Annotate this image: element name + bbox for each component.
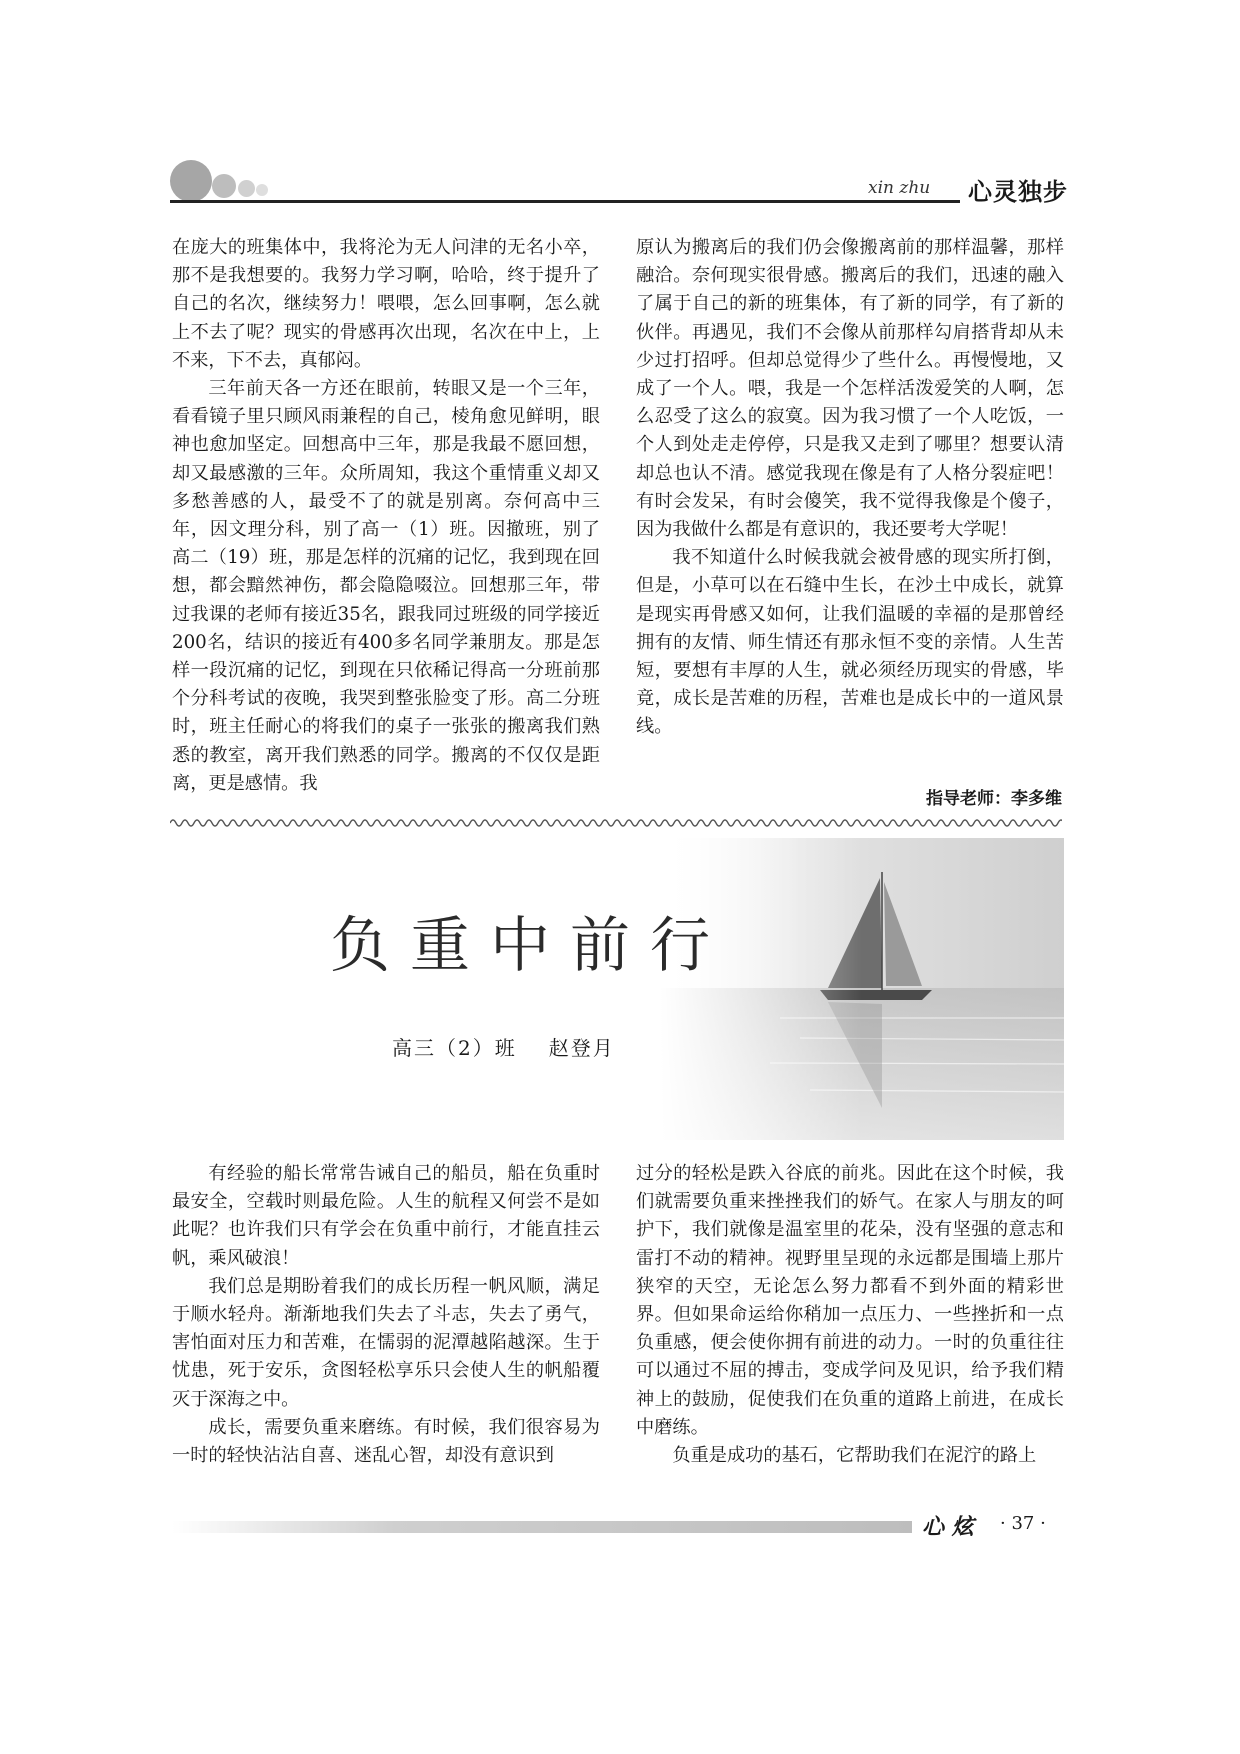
header-rule — [170, 200, 960, 203]
header-circle-decoration — [256, 184, 268, 196]
paragraph: 成长，需要负重来磨练。有时候，我们很容易为一时的轻快沾沾自喜、迷乱心智，却没有意识到 — [172, 1416, 600, 1467]
ornamental-divider — [170, 816, 1062, 830]
paragraph: 我们总是期盼着我们的成长历程一帆风顺，满足于顺水轻舟。渐渐地我们失去了斗志，失去了勇气，害怕面对压力和苦难，在懦弱的泥潭越陷越深。生于忧患，死于安乐，贪图轻松享乐只会使人生的帆船覆灭于深海之中。 — [172, 1275, 600, 1410]
page-number: · 37 · — [1000, 1513, 1046, 1534]
top-left-column — [172, 234, 600, 798]
page-footer — [0, 1508, 1240, 1548]
teacher-credit: 指导老师：李多维 — [926, 789, 1062, 809]
bottom-left-column — [172, 1160, 600, 1470]
header-pinyin: xin zhu — [868, 178, 931, 198]
top-right-column — [636, 234, 1064, 742]
section-title: 心灵独步 — [968, 178, 1068, 206]
header-circle-decoration — [238, 180, 255, 197]
header-circle-decoration — [170, 160, 212, 202]
header-circle-decoration — [212, 174, 236, 198]
paragraph: 三年前天各一方还在眼前，转眼又是一个三年，看看镜子里只顾风雨兼程的自己，棱角愈见鲜明，眼神也愈加坚定。回想高中三年，那是我最不愿回想，却又最感激的三年。众所周知，我这个重情重义却又多愁善感的人，最受不了的就是别离。奈何高中三年，因文理分科，别了高一（1）班。因撤班，别了高二（19）班，那是怎样的沉痛的记忆，我到现在回想，都会黯然神伤，都会隐隐啜泣。回想那三年，带过我课的老师有接近35名，跟我同过班级的同学接近200名，结识的接近有400多名同学兼朋友。那是怎样一段沉痛的记忆，到现在只依稀记得高一分班前那个分科考试的夜晚，我哭到整张脸变了形。高二分班时，班主任耐心的将我们的桌子一张张的搬离我们熟悉的教室，离开我们熟悉的同学。搬离的不仅仅是距离，更是感情。我 — [172, 378, 600, 794]
author-name: 赵登月 — [548, 1036, 615, 1060]
magazine-name: 心 炫 — [922, 1514, 974, 1540]
article-byline — [392, 1032, 615, 1061]
sailboat-banner-image — [660, 838, 1064, 1140]
paragraph: 我不知道什么时候我就会被骨感的现实所打倒，但是，小草可以在石缝中生长，在沙土中成长，就算是现实再骨感又如何，让我们温暖的幸福的是那曾经拥有的友情、师生情还有那永恒不变的亲情。人生苦短，要想有丰厚的人生，就必须经历现实的骨感，毕竟，成长是苦难的历程，苦难也是成长中的一道风景线。 — [636, 547, 1064, 738]
paragraph: 过分的轻松是跌入谷底的前兆。因此在这个时候，我们就需要负重来挫挫我们的娇气。在家人与朋友的呵护下，我们就像是温室里的花朵，没有坚强的意志和雷打不动的精神。视野里呈现的永远都是围墙上那片狭窄的天空，无论怎么努力都看不到外面的精彩世界。但如果命运给你稍加一点压力、一些挫折和一点负重感，便会使你拥有前进的动力。一时的负重往往可以通过不屈的搏击，变成学问及见识，给予我们精神上的鼓励，促使我们在负重的道路上前进，在成长中磨练。 — [636, 1163, 1064, 1438]
paragraph: 有经验的船长常常告诫自己的船员，船在负重时最安全，空载时则最危险。人生的航程又何尝不是如此呢？也许我们只有学会在负重中前行，才能直挂云帆，乘风破浪！ — [172, 1163, 600, 1269]
bottom-right-column — [636, 1160, 1064, 1470]
footer-band — [172, 1521, 912, 1533]
page-header — [0, 150, 1240, 210]
paragraph: 负重是成功的基石，它帮助我们在泥泞的路上 — [672, 1445, 1037, 1467]
paragraph: 原认为搬离后的我们仍会像搬离前的那样温馨，那样融洽。奈何现实很骨感。搬离后的我们，迅速的融入了属于自己的新的班集体，有了新的同学，有了新的伙伴。再遇见，我们不会像从前那样勾肩搭背却从未少过打招呼。但却总觉得少了些什么。再慢慢地，又成了一个人。喂，我是一个怎样活泼爱笑的人啊，怎么忍受了这么的寂寞。因为我习惯了一个人吃饭，一个人到处走走停停，只是我又走到了哪里？想要认清却总也认不清。感觉我现在像是有了人格分裂症吧！有时会发呆，有时会傻笑，我不觉得我像是个傻子，因为我做什么都是有意识的，我还要考大学呢！ — [636, 237, 1064, 541]
class-name: 高三（2）班 — [392, 1036, 517, 1060]
paragraph: 在庞大的班集体中，我将沦为无人问津的无名小卒，那不是我想要的。我努力学习啊，哈哈，终于提升了自己的名次，继续努力！喂喂，怎么回事啊，怎么就上不去了呢？现实的骨感再次出现，名次在中上，上不来，下不去，真郁闷。 — [172, 237, 600, 371]
article-title: 负重中前行 — [330, 911, 730, 981]
